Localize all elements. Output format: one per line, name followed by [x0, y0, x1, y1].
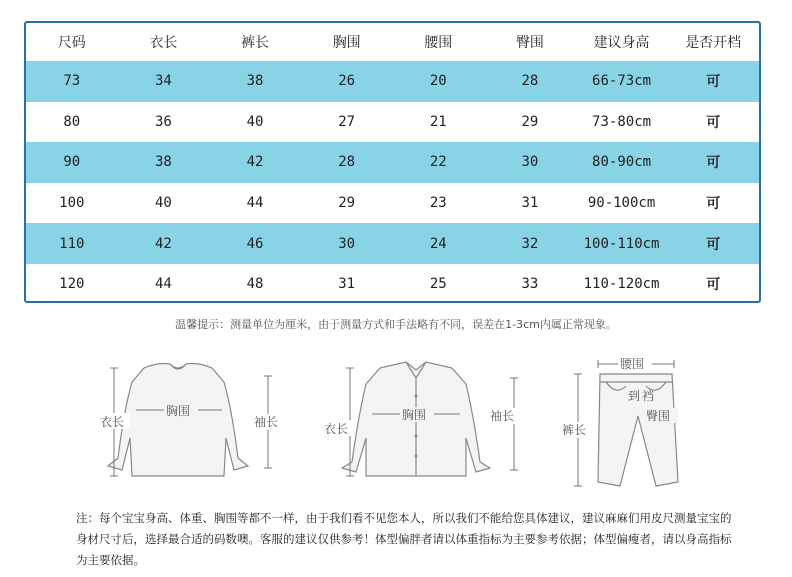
- sweater-diagram: [98, 358, 288, 483]
- shirt-chest-label: 胸围: [402, 408, 427, 422]
- table-cell: 33: [521, 276, 539, 293]
- header-waist: 腰围: [424, 35, 453, 51]
- header-size: 尺码: [57, 35, 86, 51]
- table-cell: 80: [63, 113, 81, 130]
- table-cell: 24: [429, 235, 447, 252]
- table-row: [26, 142, 759, 183]
- table-cell: 80-90cm: [592, 154, 652, 171]
- header-pants-length: 裤长: [241, 35, 270, 51]
- pants-crotch-label-b: 裆: [642, 389, 655, 403]
- table-cell: 110-120cm: [583, 276, 660, 293]
- table-cell: 40: [246, 113, 264, 130]
- header-height: 建议身高: [593, 35, 650, 51]
- table-cell: 29: [338, 195, 356, 212]
- shirt-length-label: 衣长: [324, 422, 349, 436]
- table-cell: 30: [521, 154, 539, 171]
- table-cell: 30: [338, 235, 356, 252]
- table-cell: 110: [59, 235, 85, 252]
- table-cell: 48: [246, 276, 264, 293]
- table-cell: 29: [521, 113, 539, 130]
- table-cell: 100: [59, 195, 85, 212]
- table-cell: 38: [155, 154, 172, 171]
- measurement-tip: 温馨提示：测量单位为厘米，由于测量方式和手法略有不同，误差在1-3cm内属正常现象。: [175, 318, 617, 331]
- table-cell: 31: [521, 195, 539, 212]
- table-row: [26, 264, 759, 303]
- table-cell: 28: [521, 73, 539, 90]
- table-cell: 可: [706, 236, 721, 253]
- table-cell: 90: [63, 154, 81, 171]
- table-cell: 可: [706, 155, 721, 172]
- table-row: [26, 61, 759, 102]
- table-cell: 46: [246, 235, 264, 252]
- table-cell: 可: [706, 196, 721, 213]
- table-cell: 23: [429, 195, 447, 212]
- shirt-sleeve-label: 袖长: [490, 409, 515, 423]
- table-cell: 25: [429, 276, 447, 293]
- table-cell: 120: [59, 276, 85, 293]
- table-cell: 38: [246, 73, 264, 90]
- pants-waist-label: 腰围: [620, 357, 645, 371]
- table-cell: 28: [338, 154, 356, 171]
- table-cell: 27: [338, 113, 356, 130]
- pants-crotch-label-a: 到: [628, 389, 641, 403]
- table-cell: 66-73cm: [592, 73, 652, 90]
- table-cell: 22: [429, 154, 447, 171]
- table-cell: 73: [63, 73, 81, 90]
- table-cell: 20: [429, 73, 447, 90]
- table-cell: 90-100cm: [587, 195, 656, 212]
- table-cell: 40: [155, 195, 172, 212]
- table-row: [26, 183, 759, 224]
- table-cell: 44: [246, 195, 264, 212]
- sizing-footnote: 注：每个宝宝身高、体重、胸围等都不一样，由于我们看不见您本人，所以我们不能给您具体建议，建议麻麻们用皮尺测量宝宝的身材尺寸后，选择最合适的码数噢。客服的建议仅供参考！体型偏胖者请以体重指标为主要参考依据；体型偏瘦者，请以身高指标为主要依据。: [76, 511, 732, 567]
- header-open-crotch: 是否开档: [685, 35, 742, 51]
- table-header-row: [26, 23, 759, 61]
- table-cell: 36: [155, 113, 172, 130]
- table-cell: 44: [155, 276, 172, 293]
- table-row: [26, 102, 759, 143]
- size-chart-table: [24, 21, 761, 303]
- shirt-diagram: [320, 358, 530, 483]
- header-chest: 胸围: [332, 35, 361, 51]
- table-cell: 21: [429, 113, 447, 130]
- table-cell: 可: [706, 277, 721, 294]
- sweater-chest-label: 胸围: [166, 404, 191, 418]
- table-cell: 可: [706, 74, 721, 91]
- table-cell: 42: [155, 235, 172, 252]
- table-cell: 34: [155, 73, 172, 90]
- table-cell: 可: [706, 114, 721, 131]
- table-row: [26, 223, 759, 264]
- table-cell: 32: [521, 235, 539, 252]
- table-cell: 31: [338, 276, 356, 293]
- table-cell: 73-80cm: [592, 113, 652, 130]
- sweater-length-label: 衣长: [100, 415, 125, 429]
- size-table: [26, 23, 759, 303]
- pants-diagram: [560, 352, 690, 492]
- sweater-sleeve-label: 袖长: [254, 415, 279, 429]
- pants-hip-label: 臀围: [646, 409, 671, 423]
- table-cell: 26: [338, 73, 356, 90]
- header-top-length: 衣长: [149, 35, 178, 51]
- table-cell: 100-110cm: [583, 235, 660, 252]
- pants-length-label: 裤长: [562, 423, 587, 437]
- table-cell: 42: [246, 154, 264, 171]
- header-hip: 臀围: [515, 35, 544, 51]
